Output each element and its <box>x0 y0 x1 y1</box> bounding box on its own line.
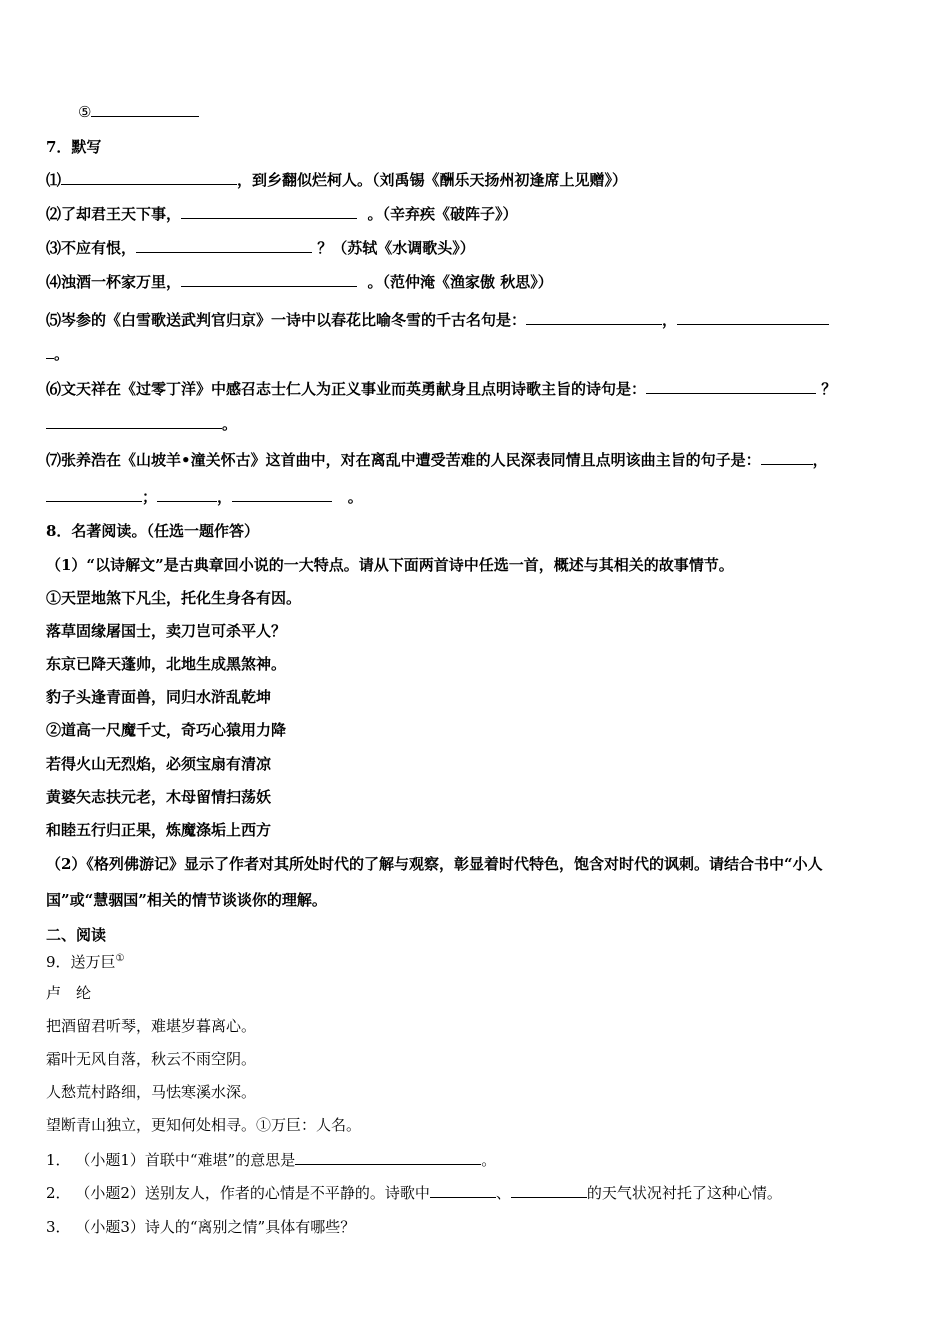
item-number: ⑺ <box>46 451 62 469</box>
answer-blank[interactable] <box>430 1183 496 1198</box>
item-text: 。 <box>54 345 70 363</box>
q7-item-5-cont <box>46 344 69 364</box>
subquestion-3 <box>46 1217 355 1237</box>
item-text: 不应有恨， <box>61 239 137 257</box>
poem-line: 东京已降天蓬帅，北地生成黑煞神。 <box>46 655 287 673</box>
item-text: 了却君王天下事， <box>61 205 182 223</box>
subquestion-text: （小题2）送别友人，作者的心情是不平静的。诗歌中 <box>75 1184 430 1202</box>
circled-number-5: ⑤ <box>78 103 92 121</box>
question-8-title: 8．名著阅读。（任选一题作答） <box>46 522 259 540</box>
item-text: 。（范仲淹《渔家傲 秋思》） <box>367 273 553 291</box>
q7-item-1 <box>46 170 627 190</box>
subquestion-text: 。 <box>481 1151 497 1169</box>
item-text: ， <box>217 488 233 506</box>
item-text: ，到乡翻似烂柯人。（刘禹锡《酬乐天扬州初逢席上见赠》） <box>237 171 628 189</box>
answer-blank[interactable] <box>157 487 217 502</box>
item-number: ⑶ <box>46 239 62 257</box>
item-text: ， <box>812 451 828 469</box>
answer-blank[interactable] <box>526 310 662 325</box>
q7-item-5 <box>46 310 829 330</box>
q7-item-2 <box>46 204 518 224</box>
q7-item-4 <box>46 272 553 292</box>
poem-line: 黄婆矢志扶元老，木母留情扫荡妖 <box>46 788 272 806</box>
poem-author: 卢 纶 <box>46 984 92 1002</box>
question-7-title: 7．默写 <box>46 138 102 156</box>
subquestion-text: （小题1）首联中“难堪”的意思是 <box>75 1151 296 1169</box>
subquestion-1 <box>46 1150 496 1170</box>
item-number: ⑵ <box>46 205 62 223</box>
q8-part-1: （1）“以诗解文”是古典章回小说的一大特点。请从下面两首诗中任选一首，概述与其相关的故事情节。 <box>46 556 734 574</box>
poem-line: 霜叶无风自落，秋云不雨空阴。 <box>46 1050 257 1068</box>
question-9-title <box>46 949 125 972</box>
q7-item-3 <box>46 238 475 258</box>
subquestion-2 <box>46 1183 782 1203</box>
answer-blank[interactable] <box>646 379 816 394</box>
footnote-mark: ① <box>115 953 125 964</box>
answer-blank[interactable] <box>761 450 813 465</box>
subquestion-number: 1． <box>46 1151 71 1169</box>
item-text: ； <box>142 488 158 506</box>
answer-blank[interactable] <box>511 1183 587 1198</box>
answer-blank[interactable] <box>677 310 829 325</box>
poem-line: 人愁荒村路细，马怯寒溪水深。 <box>46 1083 257 1101</box>
answer-blank[interactable] <box>91 102 199 117</box>
q7-item-7 <box>46 450 828 470</box>
item-number: ⑷ <box>46 273 62 291</box>
item-text: 浊酒一杯家万里， <box>61 273 182 291</box>
item-number: ⑴ <box>46 171 62 189</box>
item-text: 。（辛弃疾《破阵子》） <box>367 205 518 223</box>
answer-blank[interactable] <box>46 414 222 429</box>
answer-blank[interactable] <box>181 204 357 219</box>
answer-blank[interactable] <box>61 170 237 185</box>
q7-item-6 <box>46 379 836 399</box>
subquestion-text: （小题3）诗人的“离别之情”具体有哪些？ <box>75 1218 356 1236</box>
answer-blank[interactable] <box>181 272 357 287</box>
item-text: ？ <box>821 380 837 398</box>
poem-line: 把酒留君听琴，难堪岁暮离心。 <box>46 1017 257 1035</box>
poem-title: 9．送万巨 <box>46 953 116 971</box>
item-text: 。 <box>347 488 363 506</box>
answer-blank[interactable] <box>46 344 54 359</box>
q7-item-7-cont <box>46 487 363 507</box>
poem-line: 落草固缘屠国士，卖刀岂可杀平人？ <box>46 622 287 640</box>
poem-line: 豹子头逢青面兽，同归水浒乱乾坤 <box>46 688 272 706</box>
item-text: ， <box>662 311 678 329</box>
subquestion-text: 、 <box>495 1184 511 1202</box>
section-title: 二、阅读 <box>46 926 107 944</box>
answer-blank[interactable] <box>232 487 332 502</box>
subquestion-number: 3． <box>46 1218 71 1236</box>
poem-line: ①天罡地煞下凡尘，托化生身各有因。 <box>46 589 302 607</box>
item-text: 。 <box>222 415 238 433</box>
q8-part-2-cont: 国”或“慧骃国”相关的情节谈谈你的理解。 <box>46 891 327 909</box>
answer-line-5 <box>78 102 199 122</box>
q8-part-2: （2）《格列佛游记》显示了作者对其所处时代的了解与观察，彰显着时代特色，饱含对时代的讽刺。请结合书中“小人 <box>46 855 823 873</box>
poem-line: 若得火山无烈焰，必须宝扇有清凉 <box>46 755 272 773</box>
item-number: ⑸ <box>46 311 62 329</box>
subquestion-number: 2． <box>46 1184 71 1202</box>
item-number: ⑹ <box>46 380 62 398</box>
answer-blank[interactable] <box>295 1150 481 1165</box>
item-text: 文天祥在《过零丁洋》中感召志士仁人为正义事业而英勇献身且点明诗歌主旨的诗句是： <box>61 380 647 398</box>
answer-blank[interactable] <box>46 487 142 502</box>
subquestion-text: 的天气状况衬托了这种心情。 <box>586 1184 782 1202</box>
poem-line: 和睦五行归正果，炼魔涤垢上西方 <box>46 821 272 839</box>
answer-blank[interactable] <box>136 238 312 253</box>
q7-item-6-cont <box>46 414 237 434</box>
poem-line: 望断青山独立，更知何处相寻。①万巨：人名。 <box>46 1116 362 1134</box>
item-text: 张养浩在《山坡羊•潼关怀古》这首曲中，对在离乱中遭受苦难的人民深表同情且点明该曲主旨的句子是： <box>61 451 761 469</box>
item-text: 岑参的《白雪歌送武判官归京》一诗中以春花比喻冬雪的千古名句是： <box>61 311 527 329</box>
item-text: ？（苏轼《水调歌头》） <box>317 239 475 257</box>
poem-line: ②道高一尺魔千丈，奇巧心猿用力降 <box>46 721 287 739</box>
